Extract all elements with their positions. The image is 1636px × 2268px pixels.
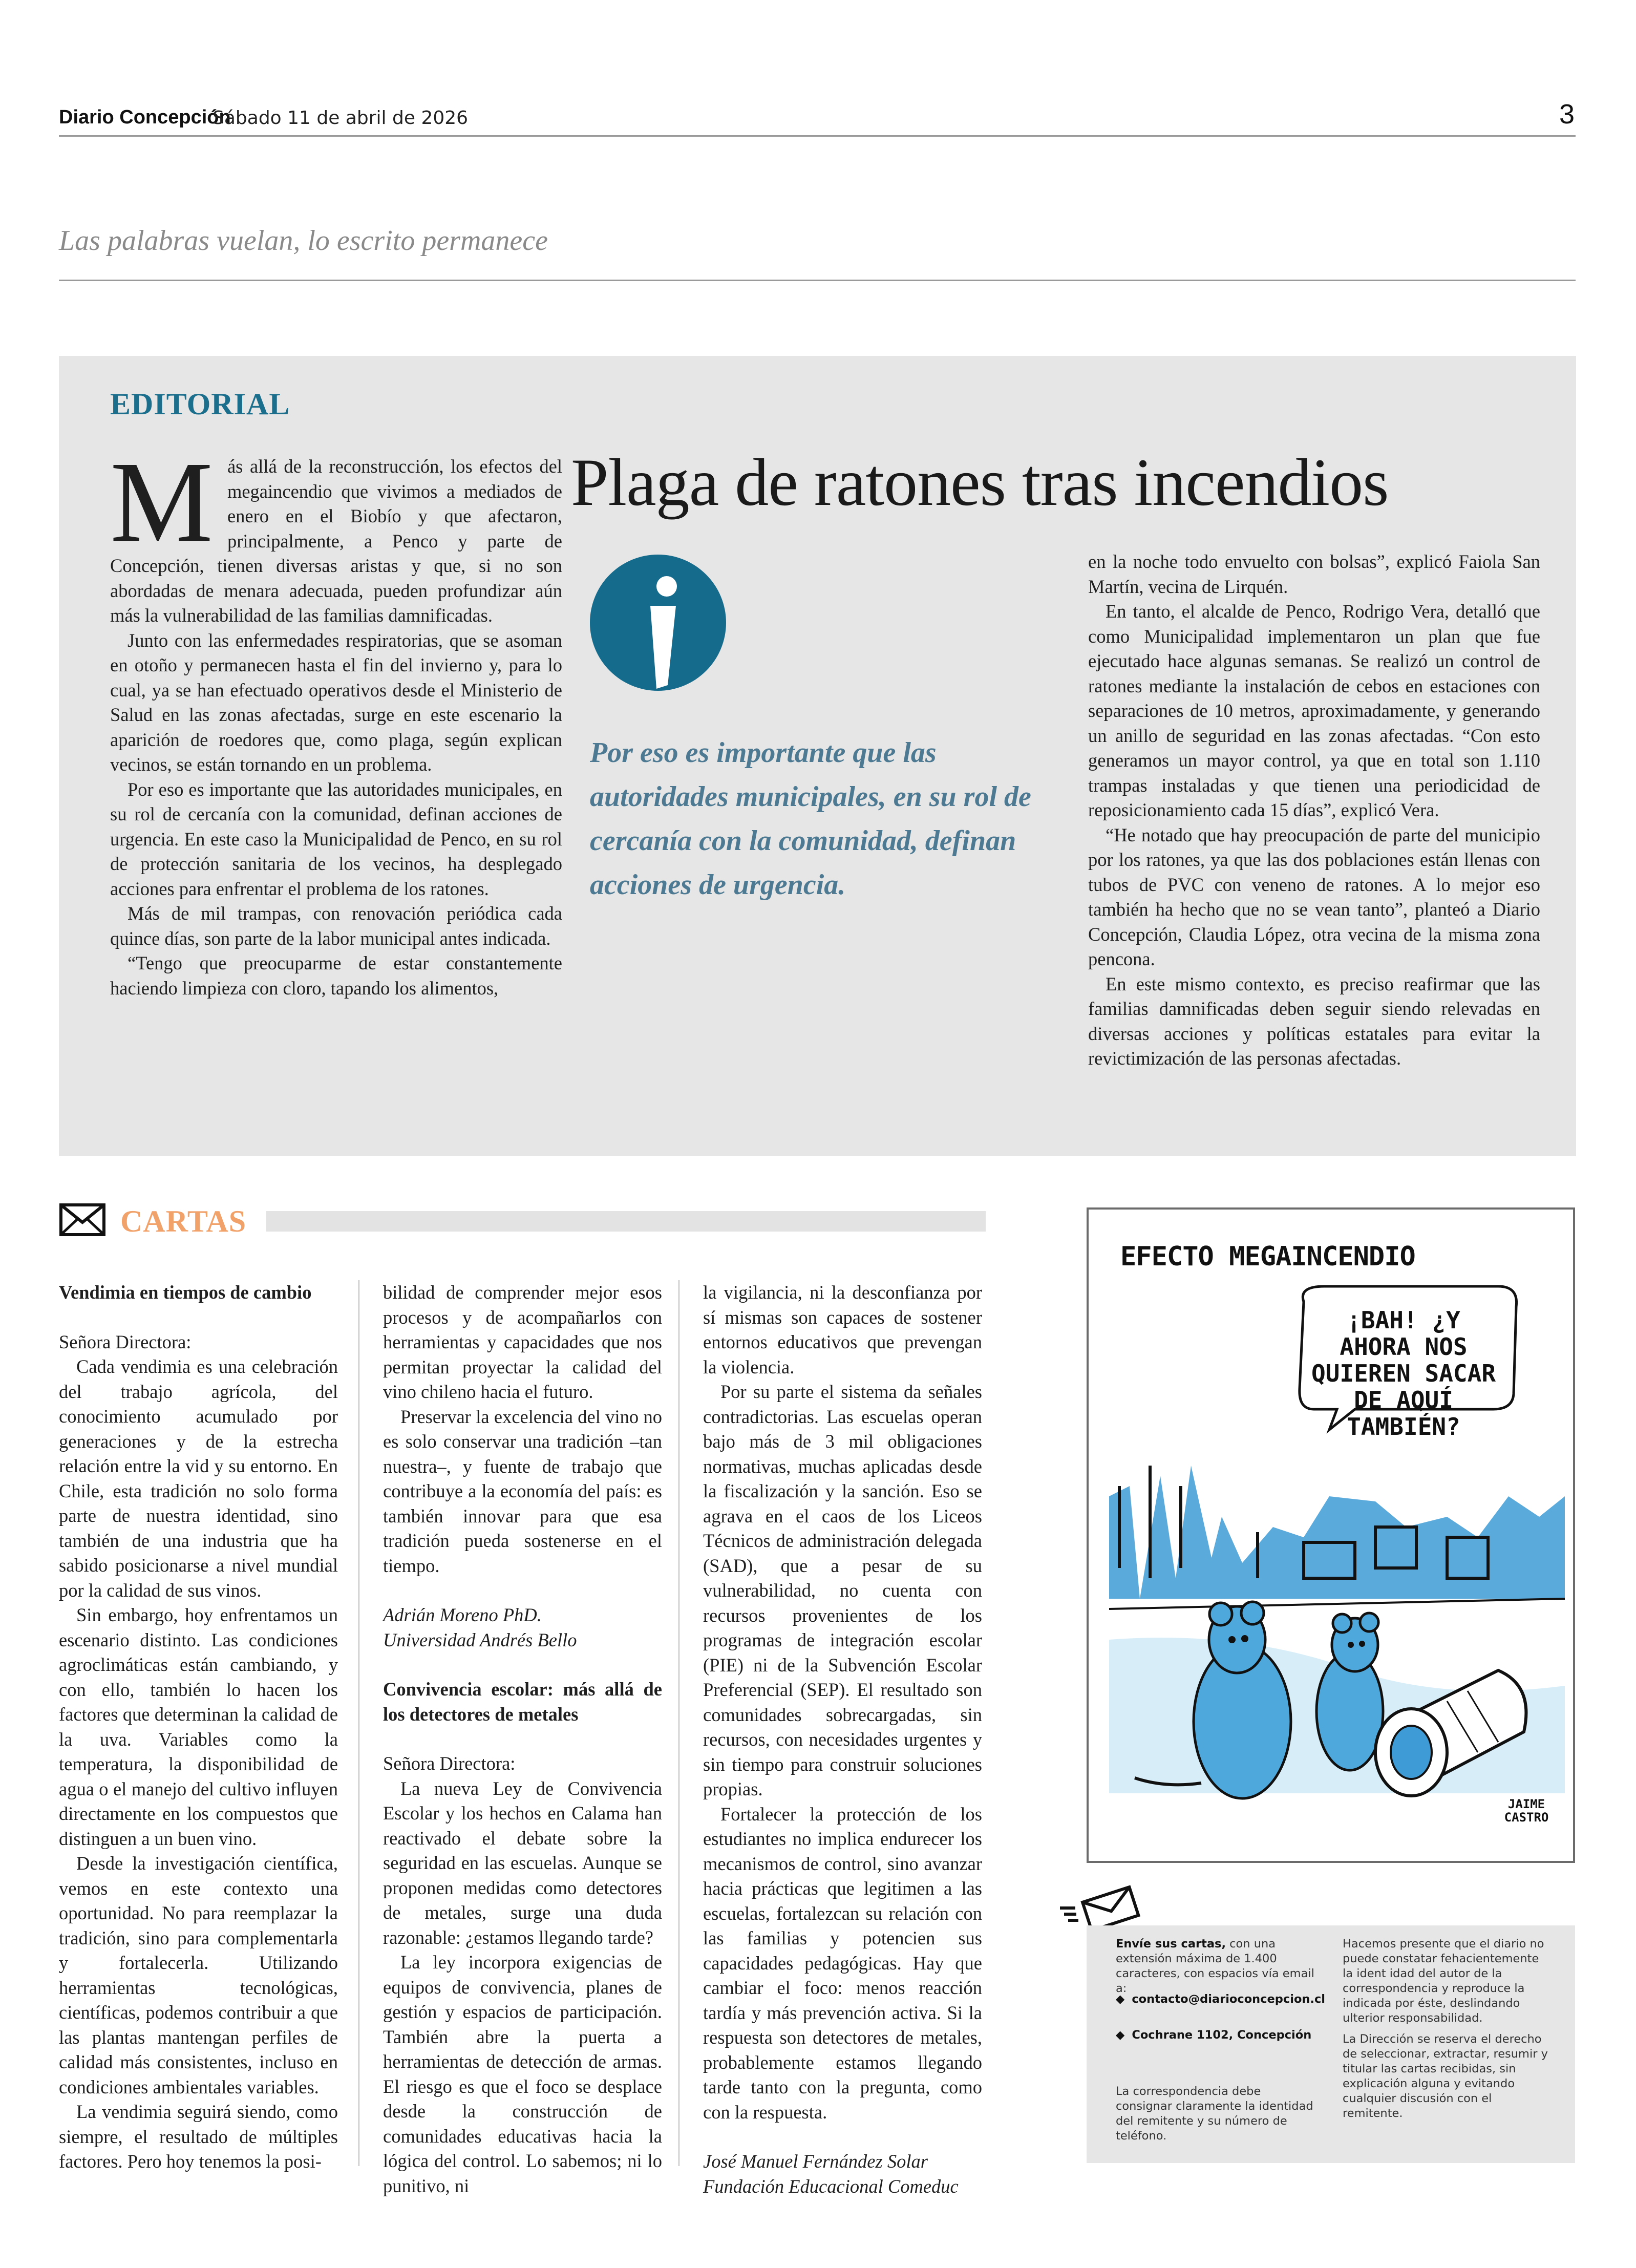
column-rule [358, 1280, 359, 2166]
cartoon-panel [1087, 1207, 1575, 1863]
issue-date: Sábado 11 de abril de 2026 [213, 108, 469, 129]
contact-address-row [1116, 2028, 1311, 2043]
editorial-paragraph: En este mismo contexto, es preciso reafirmar que las familias damnificadas deben seguir siendo relevadas en diversas acciones y políticas estatales para evitar la revictimización de las personas afectadas. [1088, 973, 1540, 1069]
letter-signature: Adrián Moreno PhD. [383, 1604, 542, 1625]
drop-cap: M [110, 438, 213, 566]
letter-signature: José Manuel Fernández Solar [703, 2151, 928, 2172]
editorial-paragraph: Más de mil trampas, con renovación periódica cada quince días, son parte de la labor municipal antes indicada. [110, 903, 562, 949]
editorial-paragraph: Por eso es importante que las autoridades municipales, en su rol de cercanía con la comunidad, definan acciones de urgencia. En este caso la Municipalidad de Penco, en su rol de protección sanitaria de los vecinos, ha desplegado acciones para enfrentar el problema de los ratones. [110, 778, 562, 899]
envelope-icon [59, 1203, 106, 1237]
editorial-paragraph: “He notado que hay preocupación de parte del municipio por los ratones, ya que las dos poblaciones están llenas con tubos de PVC con veneno de ratones. A lo mejor eso también ha hecho que no se vean tanto”, planteó a Diario Concepción, Claudia López, otra vecina de la misma zona pencona. [1088, 824, 1540, 969]
letter-paragraph: Preservar la excelencia del vino no es solo conservar una tradición –tan nuestra–, y fuente de trabajo que contribuye a la economía del país: es también innovar para que esa tradición pueda sostenerse en el tiempo. [383, 1406, 662, 1576]
editorial-paragraph: en la noche todo envuelto con bolsas”, explicó Faiola San Martín, vecina de Lirquén. [1088, 551, 1540, 597]
paper-name: Diario Concepción [59, 107, 231, 128]
cartoon-speech: ¡BAH! ¿Y AHORA NOS QUIEREN SACAR DE AQUÍ TAMBIÉN? [1311, 1306, 1496, 1440]
editorial-column-1 [110, 438, 562, 1001]
cartoon-title: EFECTO MEGAINCENDIO [1120, 1241, 1415, 1272]
disclaimer-text: Hacemos presente que el diario no puede constatar fehacientemente la ident idad del autor de la correspondencia y reproduce la indicada por éste, deslindando ulterior responsabilidad. [1343, 1937, 1544, 2025]
letter-title: Convivencia escolar: más allá de los detectores de metales [383, 1679, 662, 1725]
contact-address: Cochrane 1102, Concepción [1132, 2028, 1312, 2042]
cartas-label: CARTAS [120, 1204, 247, 1238]
letter-paragraph: Por su parte el sistema da señales contradictorias. Las escuelas operan bajo más de 3 mil obligaciones normativas, muchas aplicadas desde la fiscalización y la sanción. Eso se agrava en el caos de los Liceos Técnicos de administración delegada (SAD), que a pesar de su vulnerabilidad, no cuenta con recursos provenientes de los programas de integración escolar (PIE) ni de la Subvención Escolar Preferencial (SEP). El resultado son comunidades sobrecargadas, sin recursos, con necesidades urgentes y sin tiempo para construir soluciones propias. [703, 1381, 982, 1799]
letter-paragraph: bilidad de comprender mejor esos procesos y de acompañarlos con herramientas y capacidades que nos permitan proyectar la calidad del vino chileno hacia el futuro. [383, 1282, 662, 1402]
contact-disclaimer [1343, 1937, 1553, 2127]
letters-column-3 [703, 1280, 982, 2199]
letter-paragraph: la vigilancia, ni la desconfianza por sí mismas son capaces de sostener entornos educativos que prevengan la violencia. [703, 1282, 982, 1377]
letters-column-1 [59, 1280, 338, 2174]
contact-email-row [1116, 1992, 1325, 2007]
letter-paragraph: Sin embargo, hoy enfrentamos un escenario distinto. Las condiciones agroclimáticas están cambiando, y con ello, también lo hacen los factores que determinan la calidad de la uva. Variables como la temperatura, la disponibilidad de agua o el manejo del cultivo influyen directamente en los compuestos que distinguen a un buen vino. [59, 1604, 338, 1849]
letter-paragraph: La ley incorpora exigencias de equipos de convivencia, planes de gestión y espacios de participación. También abre la puerta a herramientas de detección de armas. El riesgo es que el foco se desplace desde la construcción de comunidades educativas hacia la lógica del control. Lo sabemos; ni lo punitivo, ni [383, 1952, 662, 2196]
bullet-diamond-icon: ◆ [1116, 2028, 1125, 2042]
letter-title: Vendimia en tiempos de cambio [59, 1282, 312, 1303]
contact-email[interactable]: contacto@diarioconcepcion.cl [1132, 1993, 1326, 2006]
page-header [59, 101, 1576, 137]
cartoonist-signature: JAIME CASTRO [1504, 1797, 1549, 1825]
letter-salutation: Señora Directora: [59, 1331, 192, 1352]
contact-lead-rest: con una extensión máxima de 1.400 caracteres, con espacios vía email a: [1116, 1937, 1314, 1995]
editorial-column-3 [1088, 549, 1540, 1071]
letters-column-2 [383, 1280, 662, 2198]
editorial-kicker: EDITORIAL [110, 387, 290, 421]
section-motto [59, 220, 1576, 281]
editorial-paragraph: “Tengo que preocuparme de estar constantemente haciendo limpieza con cloro, tapando los alimentos, [110, 952, 562, 999]
info-icon [590, 555, 726, 691]
contact-note: La correspondencia debe consignar claramente la identidad del remitente y su número de teléfono. [1116, 2085, 1313, 2143]
letter-salutation: Señora Directora: [383, 1753, 516, 1774]
contact-lead [1116, 1937, 1321, 1996]
editorial-headline: Plaga de ratones tras incendios [571, 444, 1389, 520]
letter-paragraph: Fortalecer la protección de los estudiantes no implica endurecer los mecanismos de control, sino avanzar hacia prácticas que legitimen a las escuelas, fortalezcan su relación con las familias y potencien sus capacidades pedagógicas. Hay que cambiar el foco: menos reacción tardía y más prevención activa. Si la respuesta son detectores de metales, probablemente estamos llegando tarde tanto con la pregunta, como con la respuesta. [703, 1803, 982, 2123]
letter-affiliation: Universidad Andrés Bello [383, 1629, 577, 1650]
motto-text: Las palabras vuelan, lo escrito permanece [59, 225, 548, 257]
send-letter-icon [1055, 1884, 1142, 1931]
letter-paragraph: La vendimia seguirá siendo, como siempre, el resultado de múltiples factores. Pero hoy tenemos la posi- [59, 2101, 338, 2172]
editorial-box [59, 356, 1576, 1156]
page-number: 3 [1559, 99, 1575, 130]
letter-paragraph: Desde la investigación científica, vemos en este contexto una oportunidad. No para reemplazar la tradición, sino para complementarla y fortalecerla. Utilizando herramientas tecnológicas, científicas, podemos contribuir a que las plantas mantengan perfiles de calidad más consistentes, incluso en condiciones ambientales variables. [59, 1853, 338, 2097]
pull-quote: Por eso es importante que las autoridades municipales, en su rol de cercanía con la comunidad, definan acciones de urgencia. [590, 737, 1031, 901]
column-rule [678, 1280, 679, 2166]
letter-affiliation: Fundación Educacional Comeduc [703, 2175, 959, 2197]
cartas-rule [266, 1211, 986, 1232]
cartas-header [59, 1201, 986, 1242]
editorial-paragraph: ás allá de la reconstrucción, los efectos del megaincendio que vivimos a mediados de enero en el Biobío y que afectaron, principalmente, a Penco y parte de Concepción, tienen diversas aristas y que, si no son abordadas de menara adecuada, pueden profundizar aún más la vulnerabilidad de las familias damnificadas. [110, 456, 562, 626]
editorial-paragraph: Junto con las enfermedades respiratorias, que se asoman en otoño y permanecen hasta el fin del invierno y, para lo cual, ya se han efectuado operativos desde el Ministerio de Salud en las zonas afectadas, surge en este escenario la aparición de roedores que, como plaga, según explican vecinos, se están tornando en un problema. [110, 629, 562, 775]
editorial-paragraph: En tanto, el alcalde de Penco, Rodrigo Vera, detalló que como Municipalidad implementaron un plan que fue ejecutado hace algunas semanas. Se realizó un control de ratones mediante la instalación de cebos en estaciones con separaciones de 10 metros, aproximadamente, y generando un anillo de seguridad en las zonas afectadas. “Con esto generamos un mayor control, ya que en total son 1.110 trampas instaladas y que tienen una periodicidad de reposicionamiento cada 15 días”, explicó Vera. [1088, 601, 1540, 820]
letter-paragraph: La nueva Ley de Convivencia Escolar y los hechos en Calama han reactivado el debate sobre la seguridad en las escuelas. Aunque se proponen medidas como detectores de metales, surge una duda razonable: ¿estamos llegando tarde? [383, 1777, 662, 1948]
contact-box [1087, 1925, 1575, 2163]
bullet-diamond-icon: ◆ [1116, 1993, 1125, 2006]
letter-paragraph: Cada vendimia es una celebración del trabajo agrícola, del conocimiento acumulado por generaciones y de la estrecha relación entre la vid y su entorno. En Chile, esta tradición no solo forma parte de nuestra identidad, sino también de una industria que ha sabido posicionarse a nivel mundial por la calidad de sus vinos. [59, 1356, 338, 1601]
contact-lead-bold: Envíe sus cartas, [1116, 1937, 1226, 1951]
disclaimer-text: La Dirección se reserva el derecho de seleccionar, extractar, resumir y titular las cartas recibidas, sin explicación alguna y evitando cualquier discusión con el remitente. [1343, 2032, 1548, 2120]
